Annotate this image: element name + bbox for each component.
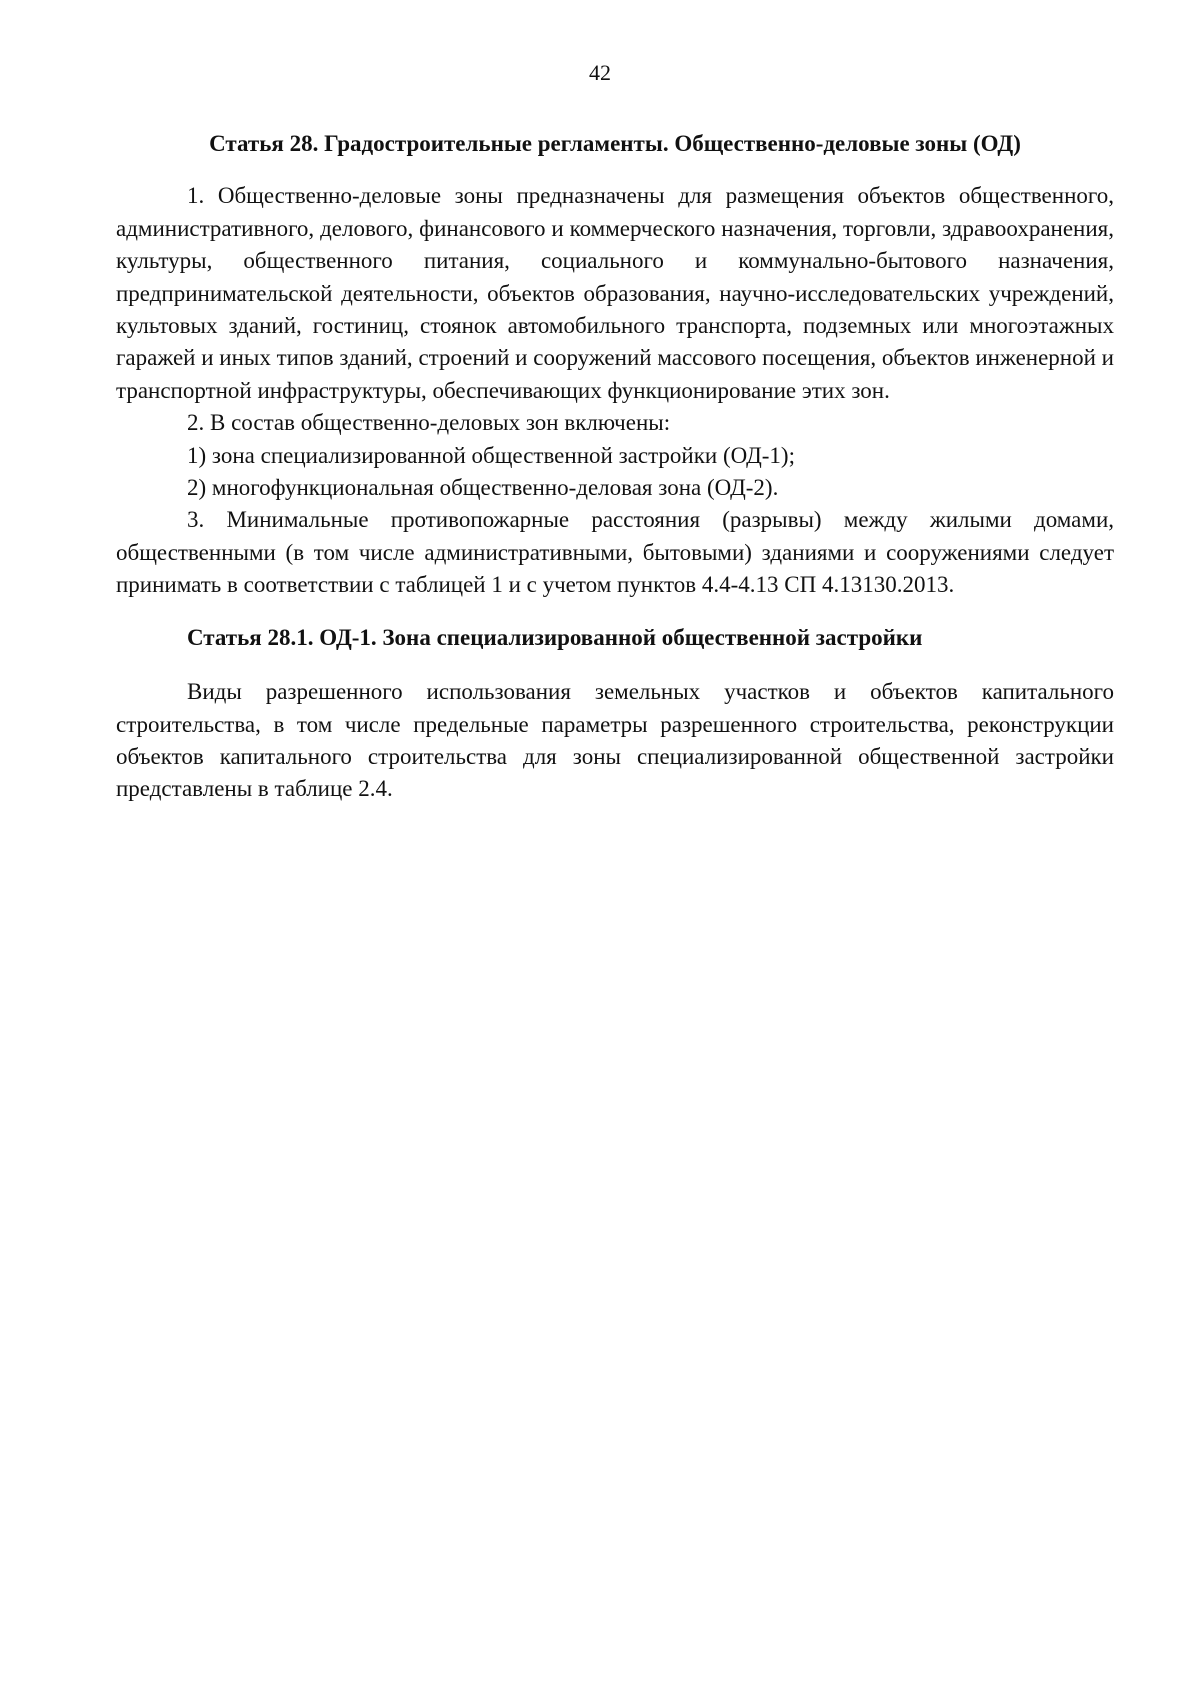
article-28-paragraph-3: 3. Минимальные противопожарные расстояния (разрывы) между жилыми домами, общественными (в том числе административными, бытовыми) зданиями и сооружениями следует принимать в соответствии с таблицей 1 и с учетом пунктов 4.4-4.13 СП 4.13130.2013. (116, 507, 1114, 598)
article-28-1-paragraph-1: Виды разрешенного использования земельных участков и объектов капитального строительства, в том числе предельные параметры разрешенного строительства, реконструкции объектов капитального строительства для зоны специализированной общественной застройки представлены в таблице 2.4. (116, 679, 1114, 802)
article-28-list-item-2: 2) многофункциональная общественно-деловая зона (ОД-2). (187, 475, 779, 501)
page-number: 42 (589, 60, 611, 85)
page-content (116, 128, 1114, 806)
article-28-paragraph-2: 2. В состав общественно-деловых зон включены: (187, 410, 671, 436)
article-28-1-title: Статья 28.1. ОД-1. Зона специализированной общественной застройки (187, 624, 923, 650)
spacer (116, 160, 1114, 180)
article-28-paragraph-1: 1. Общественно-деловые зоны предназначены для размещения объектов общественного, административного, делового, финансового и коммерческого назначения, торговли, здравоохранения, культуры, общественного питания, социального и коммунально-бытового назначения, предпринимательской деятельности, объектов образования, научно-исследовательских учреждений, культовых зданий, гостиниц, стоянок автомобильного транспорта, подземных или многоэтажных гаражей и иных типов зданий, строений и сооружений массового посещения, объектов инженерной и транспортной инфраструктуры, обеспечивающих функционирование этих зон. (116, 183, 1114, 403)
article-28-title: Статья 28. Градостроительные регламенты. Общественно-деловые зоны (ОД) (209, 131, 1021, 156)
article-28-list-item-1: 1) зона специализированной общественной застройки (ОД-1); (187, 442, 795, 468)
spacer (116, 602, 1114, 622)
spacer (116, 654, 1114, 676)
